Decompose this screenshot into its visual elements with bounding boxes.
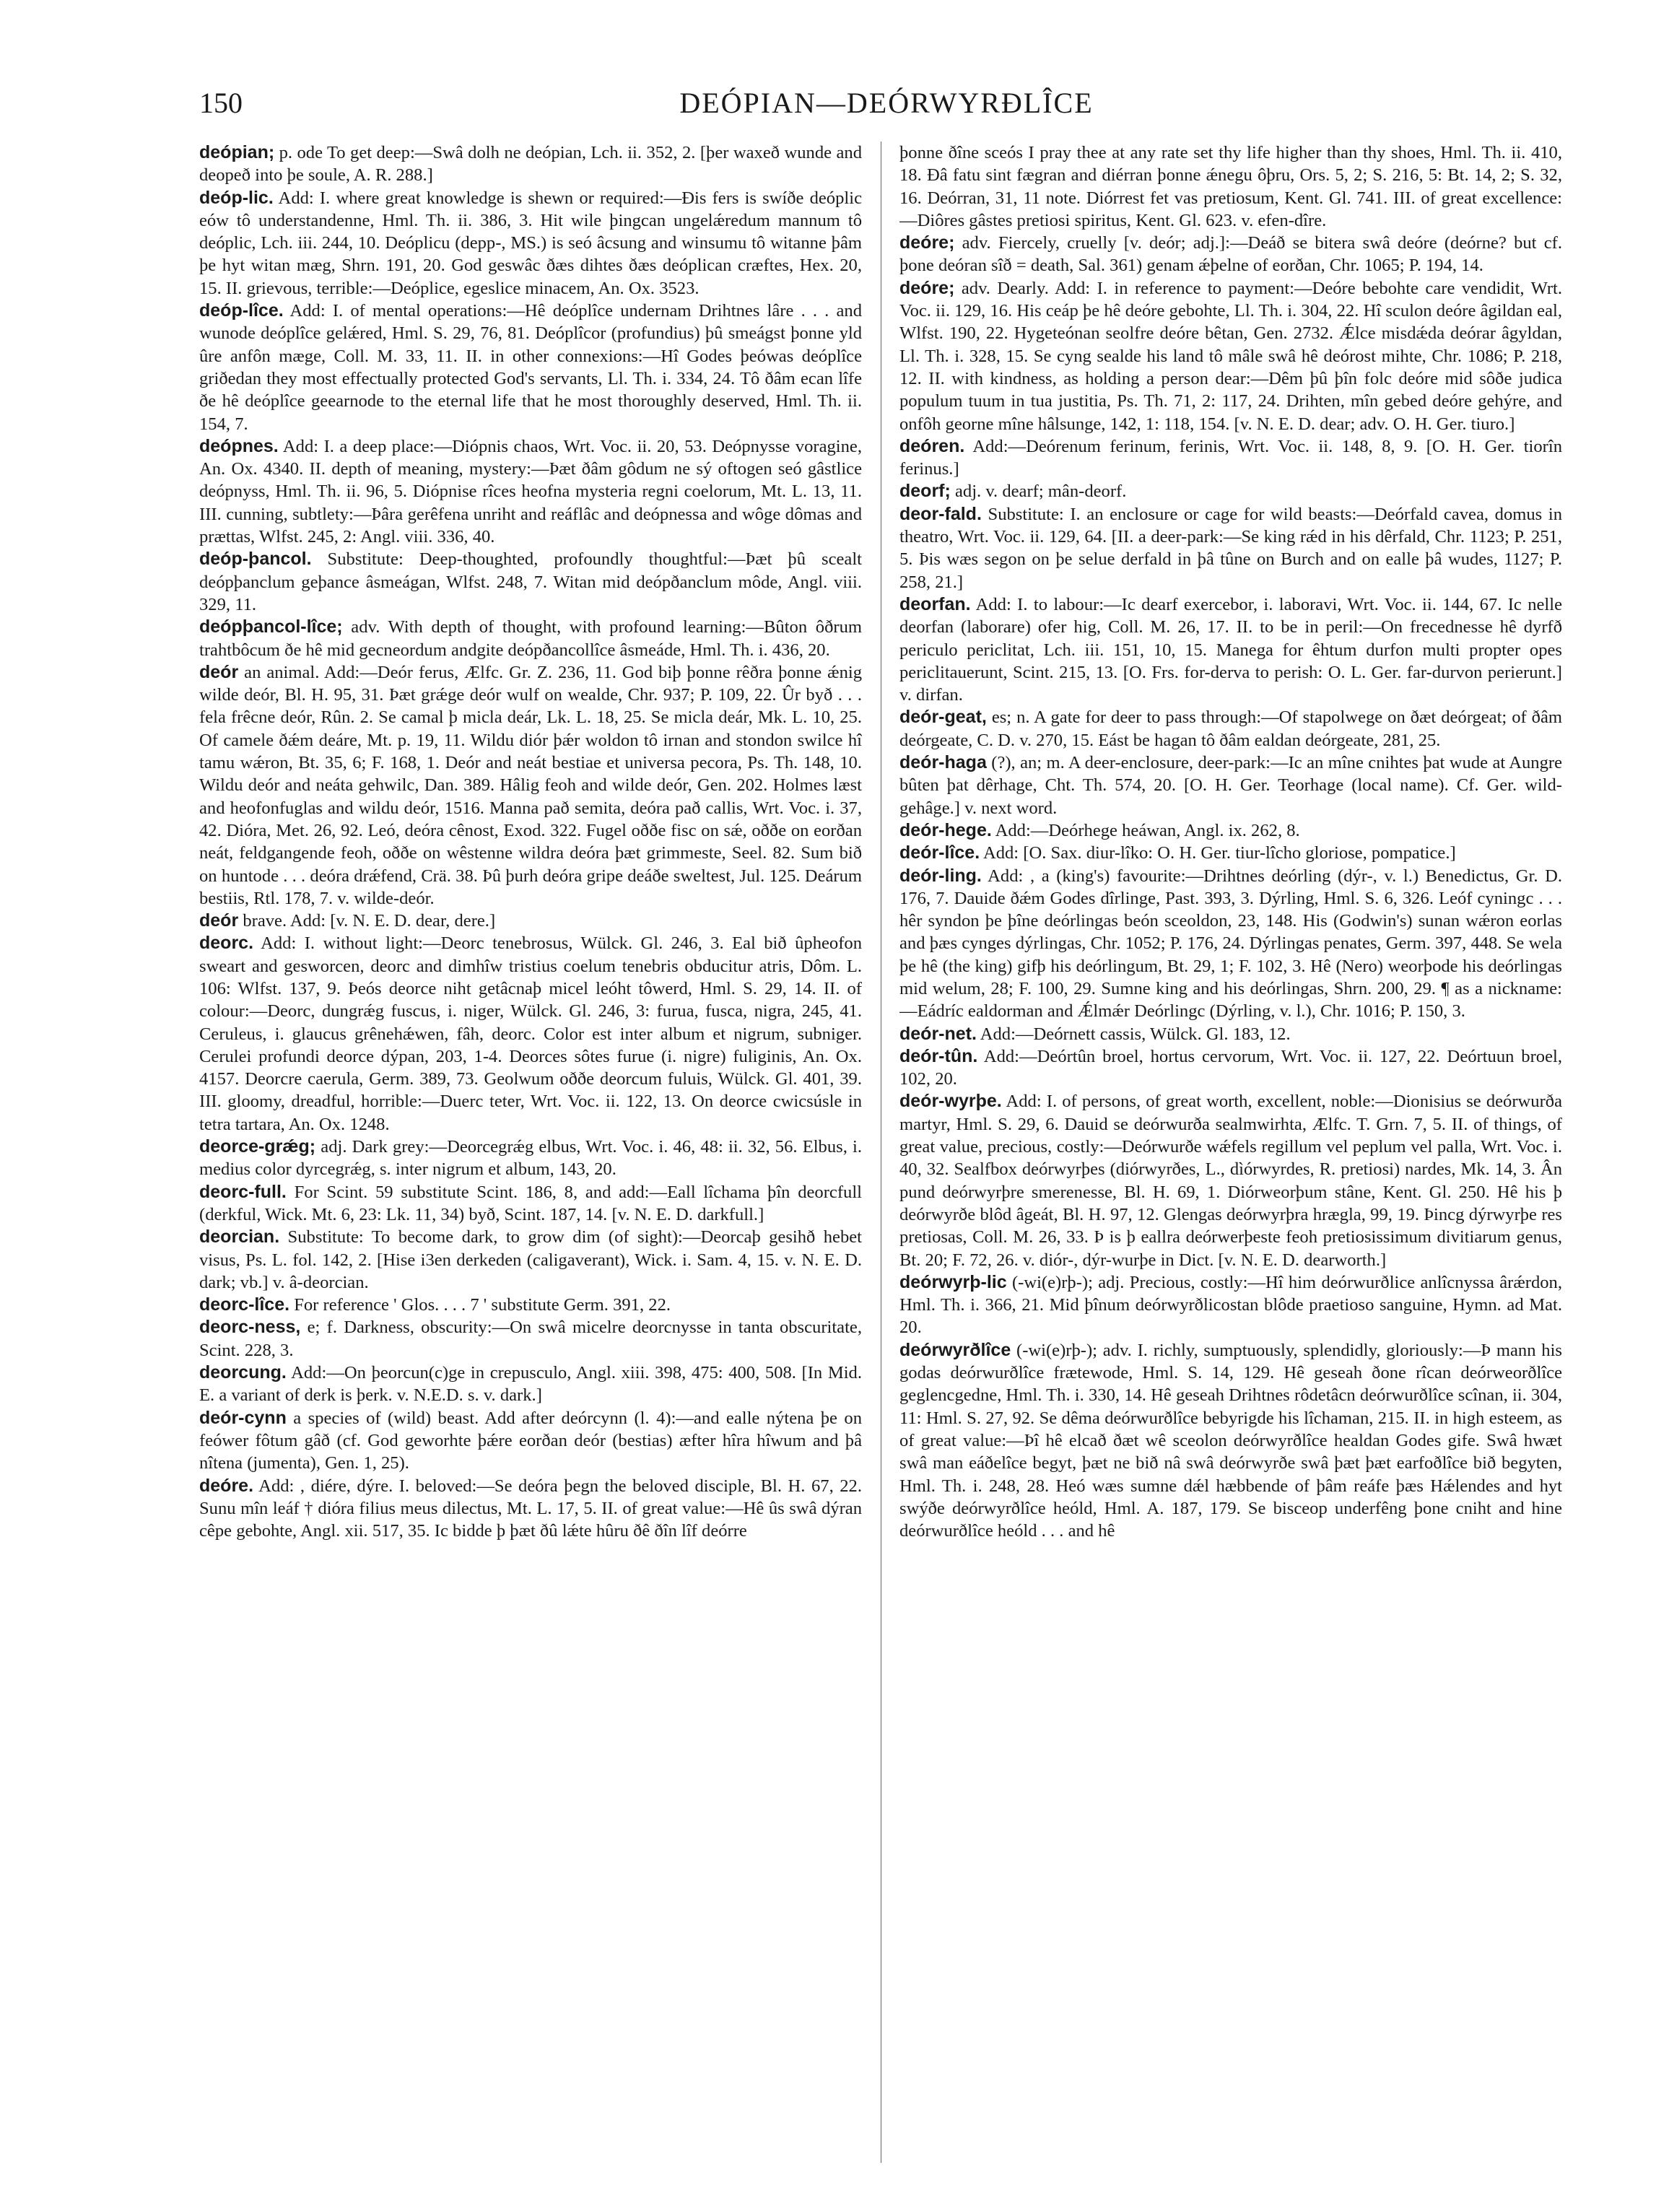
entry-text: Add:—Deórhege heáwan, Angl. ix. 262, 8.: [991, 820, 1300, 840]
entry-text: For reference ' Glos. . . . 7 ' substitute Germ. 391, 22.: [289, 1295, 671, 1315]
dictionary-entry: [899, 141, 1562, 232]
dictionary-entry: [199, 661, 862, 910]
dictionary-entry: [199, 932, 862, 1136]
dictionary-entry: [199, 300, 862, 435]
dictionary-entry: [899, 480, 1562, 502]
running-head: DEÓPIAN—DEÓRWYRÐLÎCE: [679, 87, 1094, 119]
entry-headword: deór-cynn: [199, 1407, 287, 1428]
entry-text: Add: I. where great knowledge is shewn or required:—Ðis fers is swíðe deóplic eów tô understandenne, Hml. Th. ii. 386, 3. Hit wile þingcan ungelǽredum mannum tô deóplic, Lch. iii. 244, 10. Deóplicu (depp-, MS.) is seó âcsung and winsumu tô witanne þâm þe hyt witan mæg, Shrn. 191, 20. God geswâc ðæs dihtes ðæs deóplican cræftes, Hex. 20, 15. II. grievous, terrible:—Deóplice, egeslice minacem, An. Ox. 3523.: [199, 188, 862, 298]
dictionary-entry: [199, 1294, 862, 1316]
entry-headword: deorf;: [899, 481, 951, 502]
entry-headword: deorcian.: [199, 1227, 280, 1247]
entry-headword: deópian;: [199, 142, 275, 162]
entry-headword: deór: [199, 910, 239, 931]
entry-headword: deóre;: [899, 232, 955, 253]
entry-headword: deóre;: [899, 277, 955, 298]
entry-headword: deór-net.: [899, 1023, 977, 1044]
dictionary-entry: [199, 141, 862, 187]
dictionary-entry: [199, 1136, 862, 1181]
entry-text: þonne ðîne sceós I pray thee at any rate set thy life higher than thy shoes, Hml. Th. ii. 410, 18. Ðâ fatu sint fægran and diérran þonne ǽnegu ôþru, Ors. 5, 2; S. 216, 5: Bt. 14, 2; S. 32, 16. Deórran, 31, 11 note. Diórrest fet vas pretiosum, Kent. Gl. 741. III. of great excellence:—Diôres gâstes pretiosi spiritus, Kent. Gl. 623. v. efen-dîre.: [899, 143, 1562, 230]
dictionary-entry: [899, 706, 1562, 752]
entry-headword: deór-tûn.: [899, 1045, 978, 1066]
dictionary-entry: [199, 187, 862, 300]
entry-text: Add: I. of mental operations:—Hê deóplîce undernam Drihtnes lâre . . . and wunode deóplîce gelǽred, Hml. S. 29, 76, 81. Deóplîcor (profundius) þû smeágst þonne yld ûre anfôn mæge, Coll. M. 33, 11. II. in other connexions:—Hî Godes þeówas deóplîce griðedan they most effectually protected God's servants, Ll. Th. i. 334, 24. Tô ðâm ecan lîfe ðe hê deóplîce geearnode to the eternal life that he most thoroughly deserved, Hml. Th. ii. 154, 7.: [199, 301, 862, 434]
entry-text: e; f. Darkness, obscurity:—On swâ micelre deorcnysse in tanta obscuritate, Scint. 228, 3.: [199, 1318, 862, 1360]
dictionary-entry: [899, 1271, 1562, 1339]
dictionary-entry: [899, 232, 1562, 277]
left-column: [199, 141, 862, 2163]
entry-text: adj. v. dearf; mân-deorf.: [950, 482, 1127, 502]
dictionary-entry: [899, 1023, 1562, 1045]
dictionary-entry: [199, 1181, 862, 1227]
entry-text: adv. Dearly. Add: I. in reference to payment:—Deóre bebohte care vendidit, Wrt. Voc. ii. 129, 16. His ceáp þe hê deóre gebohte, Ll. Th. i. 304, 22. Hî sculon deóre âgildan eal, Wlfst. 190, 22. Hygeteónan seolfre deóre bêtan, Gen. 2732. Ǽlce misdǽda deórar âgyldan, Ll. Th. i. 328, 15. Se cyng sealde his land tô mâle swâ hê deórost mihte, Chr. 1086; P. 218, 12. II. with kindness, as holding a person dear:—Dêm þû þîn folc deóre mid sôðe judica populum tuum in tua justitia, Ps. Th. 71, 2: 117, 24. Drihten, mîn gebed deóre gehýre, and onfôh georne mîne hâlsunge, 142, 1: 118, 154. [v. N. E. D. dear; adv. O. H. Ger. tiuro.]: [899, 278, 1562, 434]
entry-text: For Scint. 59 substitute Scint. 186, 8, and add:—Eall lîchama þîn deorcfull (derkful, Wick. Mt. 6, 23: Lk. 11, 34) byð, Scint. 187, 14. [v. N. E. D. darkfull.]: [199, 1182, 862, 1224]
dictionary-entry: [899, 1339, 1562, 1543]
entry-text: Add:—On þeorcun(c)ge in crepusculo, Angl. xiii. 398, 475: 400, 508. [In Mid. E. a variant of derk is þerk. v. N.E.D. s. v. dark.]: [199, 1363, 862, 1406]
entry-text: brave. Add: [v. N. E. D. dear, dere.]: [238, 911, 496, 931]
dictionary-entry: [899, 277, 1562, 435]
dictionary-entry: [199, 1362, 862, 1407]
entry-text: (-wi(e)rþ-); adv. I. richly, sumptuously, splendidly, gloriously:—Þ mann his godas deórwurðlîce frætewode, Hml. S. 14, 129. Hê geseah ðone rîcan deórweorðlîce geglencgedne, Hml. Th. i. 330, 14. Hê geseah Drihtnes rôdetâcn deórwurðlîce scînan, ii. 304, 11: Hml. S. 27, 92. Se dêma deórwurðlîce bebyrigde his lîchaman, 215. II. in high esteem, as of great value:—Þî hê elcað ðæt wê sceolon deórwyrðlîce healdan Godes gife. Swâ hwæt swâ man eáðelîce begyt, þæt ne bið nâ swâ deórwyrðe swâ þæt þæt earfoðlîce bið begyten, Hml. Th. i. 248, 28. Heó wæs sumne dǽl hæbbende of þâm reáfe þæs Hǽlendes and hyt swýðe deórwyrðlîce heóld, Hml. A. 187, 179. Se bisceop underfêng þone cniht and hine deórwurðlîce heóld . . . and hê: [899, 1340, 1562, 1541]
entry-headword: deorfan.: [899, 593, 971, 614]
entry-headword: deóren.: [899, 435, 965, 456]
entry-headword: deor-fald.: [899, 503, 982, 524]
dictionary-entry: [199, 1475, 862, 1543]
entry-text: (?), an; m. A deer-enclosure, deer-park:—Ic an mîne cnihtes þat wude at Aungre bûten þat dêrhage, Cht. Th. 574, 20. [O. H. Ger. Teorhage (local name). Cf. Ger. wild-gehâge.] v. next word.: [899, 753, 1562, 818]
entry-headword: deór: [199, 661, 239, 682]
dictionary-entry: [199, 1407, 862, 1475]
dictionary-entry: [199, 616, 862, 661]
entry-text: Add: I. without light:—Deorc tenebrosus, Wülck. Gl. 246, 3. Eal bið ûpheofon sweart and gesworcen, deorc and dimhîw tristius coelum tenebris obducitur atris, Dôm. L. 106: Wlfst. 137, 9. Þeós deorce niht getâcnaþ micel leóht tôwerd, Hml. S. 29, 14. II. of colour:—Deorc, dungrǽg fuscus, i. niger, Wülck. Gl. 246, 3: furua, fusca, nigra, 245, 41. Ceruleus, i. glaucus grênehǽwen, fâh, deorc. Color est inter album et nigrum, subniger. Cerulei profundi deorce dýpan, 203, 1-4. Deorces sôtes furue (i. nigre) fuliginis, An. Ox. 4157. Deorcre caerula, Germ. 389, 73. Geolwum oððe deorcum fuluis, Wülck. Gl. 401, 39. III. gloomy, dreadful, horrible:—Duerc teter, Wrt. Voc. ii. 122, 13. On deorce cwicsúsle in tetra tartara, An. Ox. 1248.: [199, 933, 862, 1134]
entry-headword: deorce-grǽg;: [199, 1136, 316, 1157]
entry-headword: deór-lîce.: [899, 842, 980, 863]
entry-text: Substitute: Deep-thoughted, profoundly thoughtful:—Þæt þû scealt deópþanclum geþance âsmeágan, Wlfst. 248, 7. Witan mid deópðanclum môde, Angl. viii. 329, 11.: [199, 549, 862, 614]
entry-text: Substitute: I. an enclosure or cage for wild beasts:—Deórfald cavea, domus in theatro, Wrt. Voc. ii. 129, 64. [II. a deer-park:—Se king rǽd in his dêrfald, Chr. 1123; P. 251, 5. Þis wæs segon on þe selue derfald in þâ tûne on Burch and on ealle þâ wudes, 1127; P. 258, 21.]: [899, 504, 1562, 592]
entry-headword: deóp-lîce.: [199, 300, 284, 321]
entry-text: es; n. A gate for deer to pass through:—Of stapolwege on ðæt deórgeat; of ðâm deórgeate, C. D. v. 270, 15. Eást be hagan tô ðâm ealdan deórgeate, 281, 25.: [899, 707, 1562, 750]
entry-headword: deór-hege.: [899, 819, 992, 840]
entry-headword: deorc-ness,: [199, 1317, 301, 1338]
entry-headword: deór-wyrþe.: [899, 1091, 1002, 1112]
dictionary-entry: [199, 1226, 862, 1294]
entry-text: Add: , a (king's) favourite:—Drihtnes deórling (dýr-, v. l.) Benedictus, Gr. D. 176, 7. Dauide ðǽm Godes dîrlinge, Past. 393, 3. Dýrling, Hml. S. 6, 326. Leóf cyningc . . . hêr syndon þe þîne deórlingas beón sceoldon, 23, 148. His (Godwin's) sunan wǽron eorlas and þæs cynges dýrlingas, Chr. 1052; P. 176, 24. Dýrlingas penates, Germ. 397, 448. Se wela þe hê (the king) gifþ his deórlingum, Bt. 29, 1; F. 102, 3. Hê (Nero) weorþode his deórlingas mid welum, 28; F. 100, 29. Sumne king and his deórlingas, Shrn. 200, 29. ¶ as a nickname:—Eádríc ealdorman and Ǽlmǽr Deórlingc (Dýrling, v. l.), Chr. 1016; P. 150, 3.: [899, 866, 1562, 1022]
right-column: [899, 141, 1562, 2163]
entry-text: an animal. Add:—Deór ferus, Ælfc. Gr. Z. 236, 11. God biþ þonne rêðra þonne ǽnig wilde deór, Bl. H. 95, 31. Þæt grǽge deór wulf on wealde, Chr. 937; P. 109, 22. Ûr byð . . . fela frêcne deór, Rûn. 2. Se camal þ micla deár, Lk. L. 18, 25. Se micla deár, Mk. L. 10, 25. Of camele ðǽm deáre, Mt. p. 19, 11. Wildu diór þǽr woldon tô irnan and stondon swilce hî tamu wǽron, Bt. 35, 6; F. 168, 1. Deór and neát bestiae et universa pecora, Ps. Th. 148, 10. Wildu deór and neáta gehwilc, Dan. 389. Hâlig feoh and wilde deór, Gen. 202. Holmes læst and heofonfuglas and wildu deór, 1516. Manna pað semita, deóra pað callis, Wrt. Voc. i. 37, 42. Dióra, Met. 26, 92. Leó, deóra cênost, Exod. 322. Fugel oððe fisc on sǽ, oððe on eorðan neát, feldgangende feoh, oððe on wêstenne wildra deóra þæt grimmeste, Seel. 82. Sum bið on huntode . . . deóra drǽfend, Crä. 38. Þû þurh deóra gripe deáðe sweltest, Jul. 125. Deárum bestiis, Rtl. 178, 7. v. wilde-deór.: [199, 662, 862, 908]
dictionary-entry: [899, 865, 1562, 1023]
dictionary-entry: [899, 1045, 1562, 1091]
entry-text: Add: , diére, dýre. I. beloved:—Se deóra þegn the beloved disciple, Bl. H. 67, 22. Sunu mîn leáf † dióra filius meus dilectus, Mt. L. 17, 5. II. of great value:—Hê ûs swâ dýran cêpe gebohte, Angl. xii. 517, 35. Ic bidde þ þæt ðû lǽte hûru ðê ðîn lîf deórre: [199, 1476, 862, 1541]
page-number: 150: [199, 87, 243, 119]
entry-headword: deópþancol-lîce;: [199, 617, 343, 637]
entry-headword: deópnes.: [199, 435, 279, 456]
entry-headword: deorc.: [199, 933, 254, 954]
dictionary-entry: [899, 1090, 1562, 1271]
dictionary-entry: [899, 435, 1562, 481]
dictionary-entry: [899, 842, 1562, 864]
dictionary-entry: [899, 752, 1562, 819]
dictionary-entry: [899, 593, 1562, 706]
entry-text: Add: [O. Sax. diur-lîko: O. H. Ger. tiur-lîcho gloriose, pompatice.]: [980, 843, 1456, 863]
dictionary-entry: [899, 819, 1562, 842]
entry-headword: deóre.: [199, 1475, 254, 1496]
dictionary-entry: [199, 1316, 862, 1362]
entry-headword: deorc-lîce.: [199, 1294, 290, 1315]
entry-headword: deór-haga: [899, 752, 987, 773]
entry-text: Add:—Deórtûn broel, hortus cervorum, Wrt. Voc. ii. 127, 22. Deórtuun broel, 102, 20.: [899, 1046, 1562, 1089]
entry-headword: deór-geat,: [899, 707, 987, 728]
entry-text: p. ode To get deep:—Swâ dolh ne deópian, Lch. ii. 352, 2. [þer waxeð wunde and deopeð into þe soule, A. R. 288.]: [199, 143, 862, 186]
entry-text: Add: I. a deep place:—Diópnis chaos, Wrt. Voc. ii. 20, 53. Deópnysse voragine, An. Ox. 4340. II. depth of meaning, mystery:—Þæt ðâm gôdum ne sý oftogen seó gâstlice deópnyss, Hml. Th. ii. 96, 5. Diópnise rîces heofna mysteria regni coelorum, Mt. L. 13, 11. III. cunning, subtlety:—Þâra gerêfena unriht and reáflâc and deópnessa and wôge dômas and prættas, Wlfst. 245, 2: Angl. viii. 336, 40.: [199, 436, 862, 547]
entry-text: Add: I. of persons, of great worth, excellent, noble:—Dionisius se deórwurða martyr, Hml. S. 29, 6. Dauid se deórwurða sealmwirhta, Ælfc. T. Grn. 7, 5. II. of things, of great value, precious, costly:—Deórwurðe wǽfels regillum vel peplum vel palla, Wrt. Voc. i. 40, 32. Sealfbox deórwyrþes (diórwyrðes, L., dìórwyrdes, R. pretiosi) nardes, Mk. 14, 3. Ân pund deórwyrþre smerenesse, Bl. H. 69, 1. Diórweorþum stâne, Kent. Gl. 250. Hê his þ deórwyrðe blôd âgeát, Bl. H. 97, 12. Glengas deórwyrþra hrægla, 99, 19. Þincg dýrwyrþe res pretiosas, Coll. M. 26, 33. Þ is þ eallra deórwerþeste feoh pretiosissimum divitiarum genus, Bt. 20; F. 72, 26. v. diór-, dýr-wurþe in Dict. [v. N. E. D. dearworth.]: [899, 1092, 1562, 1270]
dictionary-entry: [199, 548, 862, 616]
dictionary-entry: [199, 910, 862, 932]
entry-text: Add:—Deórenum ferinum, ferinis, Wrt. Voc. ii. 148, 8, 9. [O. H. Ger. tiorîn ferinus.]: [899, 436, 1562, 479]
entry-headword: deórwyrðlîce: [899, 1339, 1011, 1360]
dictionary-entry: [199, 435, 862, 548]
entry-headword: deorcung.: [199, 1362, 287, 1383]
entry-headword: deorc-full.: [199, 1181, 287, 1202]
entry-text: adv. With depth of thought, with profound learning:—Bûton ôðrum trahtbôcum ðe hê mid gecneordum andgite deópðancollîce âsmeáde, Hml. Th. i. 436, 20.: [199, 617, 862, 660]
page-header: [199, 85, 1574, 121]
entry-text: Substitute: To become dark, to grow dim (of sight):—Deorcaþ gesihð hebet visus, Ps. L. fol. 142, 2. [Hise i3en derkeden (caligaverant), Wick. i. Sam. 4, 15. v. N. E. D. dark; vb.] v. â-deorcian.: [199, 1227, 862, 1292]
entry-headword: deóp-þancol.: [199, 549, 312, 570]
entry-text: a species of (wild) beast. Add after deórcynn (l. 4):—and ealle nýtena þe on feówer fôtum gâð (cf. God geworhte þǽre eorðan deór (bestias) æfter hîra hîwum and þâ nîtena (jumenta), Gen. 1, 25).: [199, 1408, 862, 1473]
entry-text: adv. Fiercely, cruelly [v. deór; adj.]:—Deáð se bitera swâ deóre (deórne? but cf. þone deóran sîð = death, Sal. 361) genam ǽþelne of eorðan, Chr. 1065; P. 194, 14.: [899, 233, 1562, 276]
entry-headword: deórwyrþ-lic: [899, 1271, 1007, 1292]
entry-text: Add:—Deórnett cassis, Wülck. Gl. 183, 12.: [976, 1024, 1291, 1044]
entry-text: adj. Dark grey:—Deorcegrǽg elbus, Wrt. Voc. i. 46, 48: ii. 32, 56. Elbus, i. medius color dyrcegrǽg, s. inter nigrum et album, 143, 20.: [199, 1137, 862, 1180]
entry-headword: deór-ling.: [899, 865, 982, 886]
entry-headword: deóp-lic.: [199, 187, 274, 208]
dictionary-entry: [899, 503, 1562, 593]
entry-text: (-wi(e)rþ-); adj. Precious, costly:—Hî him deórwurðlice anlîcnyssa ârǽrdon, Hml. Th. i. 366, 21. Mid þînum deórwyrðlicostan blôde praetioso sanguine, Hymn. ad Mat. 20.: [899, 1272, 1562, 1338]
entry-text: Add: I. to labour:—Ic dearf exercebor, i. laboravi, Wrt. Voc. ii. 144, 67. Ic nelle deorfan (laborare) ofer hig, Coll. M. 26, 17. II. to be in peril:—On frecednesse hê dyrfð periculo periclitat, Lch. iii. 151, 10, 15. Manega for êhtum durfon multi propter opes periclitauerunt, Scint. 215, 13. [O. Frs. for-derva to perish: O. L. Ger. far-durvon perierunt.] v. dirfan.: [899, 594, 1562, 705]
